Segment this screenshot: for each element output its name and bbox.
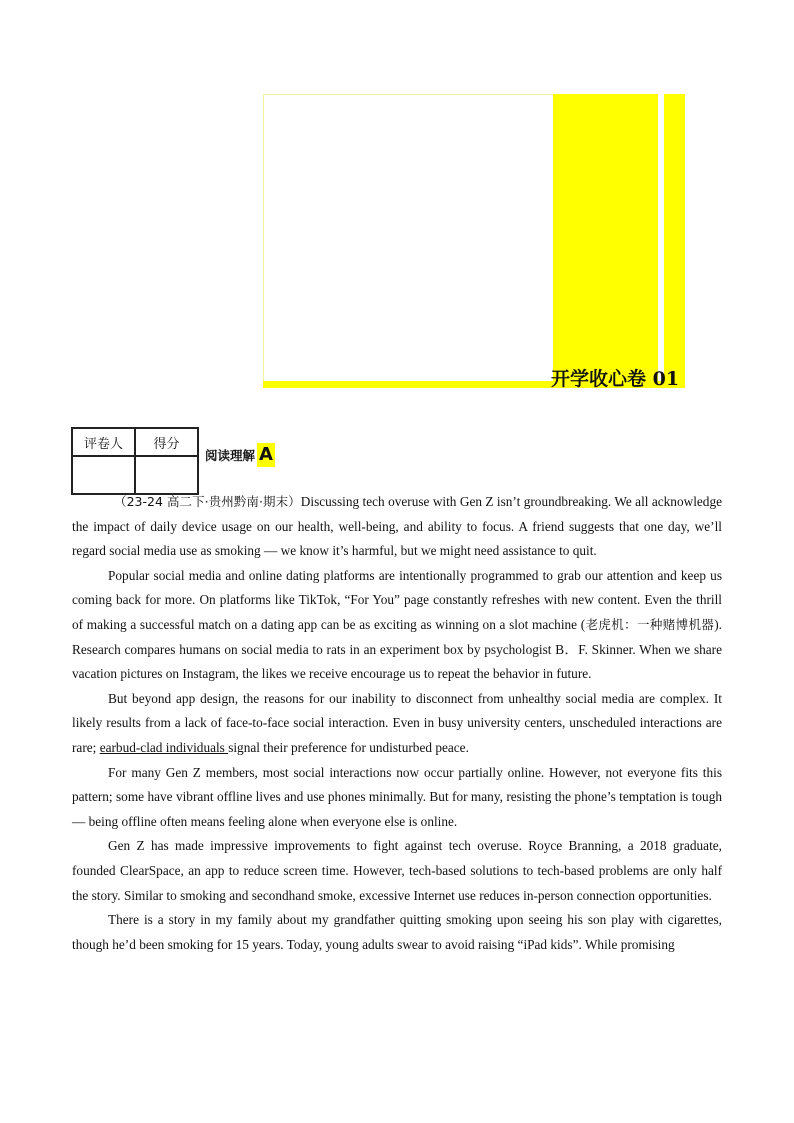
underlined-phrase: earbud-clad individuals	[99, 739, 229, 755]
paragraph-1-text: Discussing tech overuse with Gen Z isn’t groundbreaking. We all acknowledge the impact of daily device usage on our health, well-being, and ability to focus. A friend suggests that one day, we’ll regard social media use as smoking — we know it’s harmful, but we might need assistance to quit.	[72, 494, 723, 559]
cover-stripe	[664, 94, 685, 388]
score-table-header-row	[72, 428, 198, 456]
section-letter: A	[259, 444, 273, 465]
paragraph-1	[72, 490, 722, 564]
section-label: 阅读理解	[205, 448, 256, 463]
slot-machine-gloss: 老虎机：一种赌博机器	[585, 616, 715, 632]
source-citation: （23-24 高二下·贵州黔南·期末）	[114, 494, 301, 509]
paragraph-4: For many Gen Z members, most social interactions now occur partially online. However, not everyone fits this pattern; some have vibrant offline lives and use phones minimally. But for many, resisting the phone’s temptation is tough — being offline often means feeling alone when everyone else is online.	[72, 764, 722, 829]
reading-passage	[72, 490, 722, 957]
paragraph-3-text-before: But beyond app design, the reasons for our inability to disconnect from unhealthy social media are complex. It likely results from a lack of face-to-face social interaction. Even in busy university centers, unscheduled interactions are rare;	[72, 690, 722, 755]
grader-cell[interactable]	[72, 456, 135, 494]
paragraph-2	[72, 564, 722, 687]
paragraph-5: Gen Z has made impressive improvements to fight against tech overuse. Royce Branning, a 2018 graduate, founded ClearSpace, an app to reduce screen time. However, tech-based solutions to tech-based problems are only half the story. Similar to smoking and secondhand smoke, excessive Internet use reduces in-person connection opportunities.	[72, 838, 722, 903]
cover-frame	[263, 94, 555, 386]
score-header: 得分	[135, 428, 198, 456]
score-table	[71, 427, 199, 495]
paragraph-6: There is a story in my family about my grandfather quitting smoking upon seeing his son play with cigarettes, though he’d been smoking for 15 years. Today, young adults swear to avoid raising “iPad kids”. While promising	[72, 912, 722, 952]
section-heading	[205, 443, 275, 467]
score-table-entry-row	[72, 456, 198, 494]
paragraph-3-text-after: signal their preference for undisturbed peace.	[228, 739, 469, 755]
cover-yellow-panel	[553, 94, 658, 388]
paragraph-2-text-after: ). Research compares humans on social media to rats in an experiment box by psychologist B．F. Skinner. When we share vacation pictures on Instagram, the likes we receive encourage us to repeat the behavior in future.	[72, 616, 722, 682]
score-cell[interactable]	[135, 456, 198, 494]
grader-header: 评卷人	[72, 428, 135, 456]
paragraph-3	[72, 687, 722, 761]
paragraph-2-text-before: Popular social media and online dating platforms are intentionally programmed to grab our attention and keep us coming back for more. On platforms like TikTok, “For You” page constantly refreshes with new content. Even the thrill of making a successful match on a dating app can be as exciting as winning on a slot machine (	[72, 567, 722, 632]
cover-title: 开学收心卷 01	[551, 368, 680, 390]
